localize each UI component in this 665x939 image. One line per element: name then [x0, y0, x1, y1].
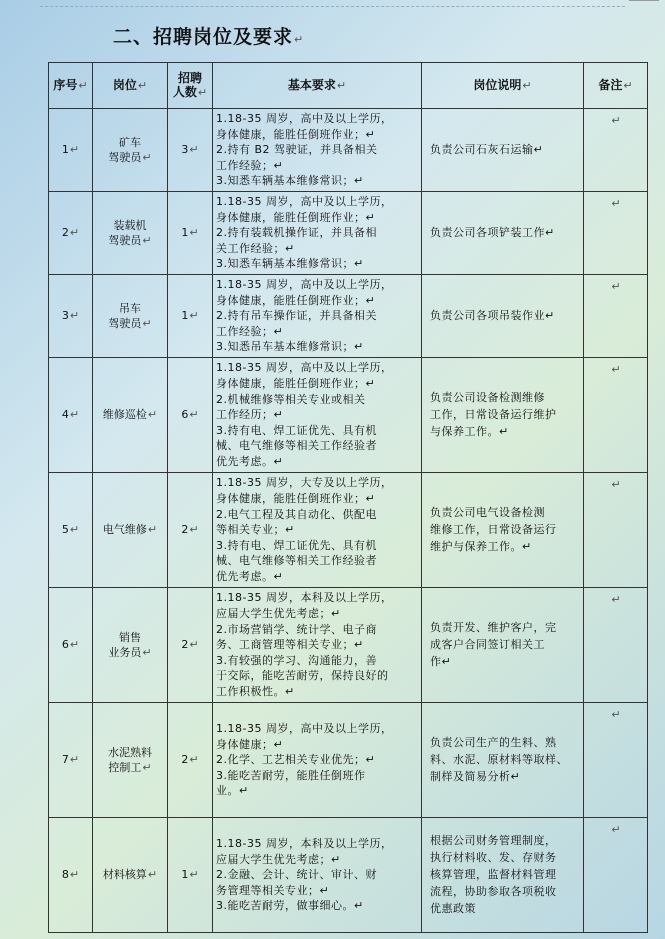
cell-remarks: ↵ — [584, 587, 648, 702]
cell-requirements: 1.18-35 周岁，高中及以上学历， 身体健康；↵ 2.化学、工艺相关专业优先；↵ 3.能吃苦耐劳，能胜任倒班作 业。↵ — [213, 702, 422, 817]
cell-requirements: 1.18-35 周岁，高中及以上学历， 身体健康，能胜任倒班作业；↵ 2.机械维修等相关专业或相关 工作经历；↵ 3.持有电、焊工证优先、具有机 械、电气维修等相关工作经验者 优先考虑。↵ — [213, 357, 422, 472]
cell-description: 负责公司生产的生料、熟 料、水泥、原材料等取样、 制样及简易分析↵ — [422, 702, 584, 817]
cell-count: 2↵ — [168, 702, 213, 817]
cell-count: 2↵ — [168, 587, 213, 702]
cell-seq: 1↵ — [49, 109, 93, 192]
section-heading — [113, 22, 304, 49]
cell-remarks: ↵ — [584, 817, 648, 932]
table-row — [49, 274, 648, 357]
cell-position: 水泥熟料 控制工↵ — [93, 702, 168, 817]
cell-count: 1↵ — [168, 817, 213, 932]
cell-remarks: ↵ — [584, 357, 648, 472]
page-top-border — [40, 6, 625, 8]
cell-position: 维修巡检↵ — [93, 357, 168, 472]
cell-seq: 3↵ — [49, 274, 93, 357]
cell-remarks: ↵ — [584, 702, 648, 817]
header-requirements: 基本要求↵ — [213, 63, 422, 109]
table-row — [49, 191, 648, 274]
cell-requirements: 1.18-35 周岁，高中及以上学历， 身体健康，能胜任倒班作业；↵ 2.持有吊车操作证，并具备相关 工作经验；↵ 3.知悉吊车基本维修常识；↵ — [213, 274, 422, 357]
page-corner-mark — [629, 0, 659, 6]
cell-requirements: 1.18-35 周岁，高中及以上学历， 身体健康，能胜任倒班作业；↵ 2.持有 B2 驾驶证，并具备相关 工作经验；↵ 3.知悉车辆基本维修常识；↵ — [213, 109, 422, 192]
table-row — [49, 817, 648, 932]
cell-seq: 5↵ — [49, 472, 93, 587]
header-position: 岗位↵ — [93, 63, 168, 109]
cell-position: 矿车 驾驶员↵ — [93, 109, 168, 192]
cell-count: 1↵ — [168, 274, 213, 357]
recruitment-table — [48, 62, 648, 933]
cell-description: 负责公司各项吊装作业↵ — [422, 274, 584, 357]
cell-position: 电气维修↵ — [93, 472, 168, 587]
cell-count: 1↵ — [168, 191, 213, 274]
cell-seq: 6↵ — [49, 587, 93, 702]
cell-count: 6↵ — [168, 357, 213, 472]
table-row — [49, 587, 648, 702]
cell-requirements: 1.18-35 周岁，大专及以上学历， 身体健康，能胜任倒班作业；↵ 2.电气工程及其自动化、供配电 等相关专业；↵ 3.持有电、焊工证优先、具有机 械、电气维修等相关工作经验者 优先考虑。↵ — [213, 472, 422, 587]
cell-description: 负责公司石灰石运输↵ — [422, 109, 584, 192]
section-title: 二、招聘岗位及要求 — [113, 26, 294, 48]
cell-seq: 8↵ — [49, 817, 93, 932]
cell-seq: 2↵ — [49, 191, 93, 274]
cell-position: 材料核算↵ — [93, 817, 168, 932]
cell-description: 负责开发、维护客户，完 成客户合同签订相关工 作↵ — [422, 587, 584, 702]
cell-seq: 7↵ — [49, 702, 93, 817]
table-row — [49, 109, 648, 192]
table-row — [49, 472, 648, 587]
header-description: 岗位说明↵ — [422, 63, 584, 109]
table-row — [49, 357, 648, 472]
cell-position: 装载机 驾驶员↵ — [93, 191, 168, 274]
cell-description: 负责公司各项铲装工作↵ — [422, 191, 584, 274]
header-remarks: 备注↵ — [584, 63, 648, 109]
cell-count: 2↵ — [168, 472, 213, 587]
paragraph-mark-icon: ↵ — [294, 33, 305, 46]
cell-description: 负责公司电气设备检测 维修工作，日常设备运行 维护与保养工作。↵ — [422, 472, 584, 587]
table-row — [49, 702, 648, 817]
cell-remarks: ↵ — [584, 191, 648, 274]
cell-requirements: 1.18-35 周岁，本科及以上学历， 应届大学生优先考虑；↵ 2.金融、会计、统计、审计、财 务管理等相关专业；↵ 3.能吃苦耐劳，做事细心。↵ — [213, 817, 422, 932]
cell-remarks: ↵ — [584, 472, 648, 587]
cell-description: 负责公司设备检测维修 工作，日常设备运行维护 与保养工作。↵ — [422, 357, 584, 472]
cell-requirements: 1.18-35 周岁，本科及以上学历， 应届大学生优先考虑；↵ 2.市场营销学、统计学、电子商 务、工商管理等相关专业；↵ 3.有较强的学习、沟通能力，善 于交际，能吃苦耐劳，保持良好的 工作积极性。↵ — [213, 587, 422, 702]
header-count: 招聘 人数↵ — [168, 63, 213, 109]
header-seq: 序号↵ — [49, 63, 93, 109]
cell-description: 根据公司财务管理制度， 执行材料收、发、存财务 核算管理，监督材料管理 流程，协助参取各项税收 优惠政策 — [422, 817, 584, 932]
cell-count: 3↵ — [168, 109, 213, 192]
cell-position: 吊车 驾驶员↵ — [93, 274, 168, 357]
cell-remarks: ↵ — [584, 109, 648, 192]
table-header-row — [49, 63, 648, 109]
cell-seq: 4↵ — [49, 357, 93, 472]
cell-position: 销售 业务员↵ — [93, 587, 168, 702]
cell-requirements: 1.18-35 周岁，高中及以上学历， 身体健康，能胜任倒班作业；↵ 2.持有装载机操作证，并具备相 关工作经验；↵ 3.知悉车辆基本维修常识；↵ — [213, 191, 422, 274]
cell-remarks: ↵ — [584, 274, 648, 357]
